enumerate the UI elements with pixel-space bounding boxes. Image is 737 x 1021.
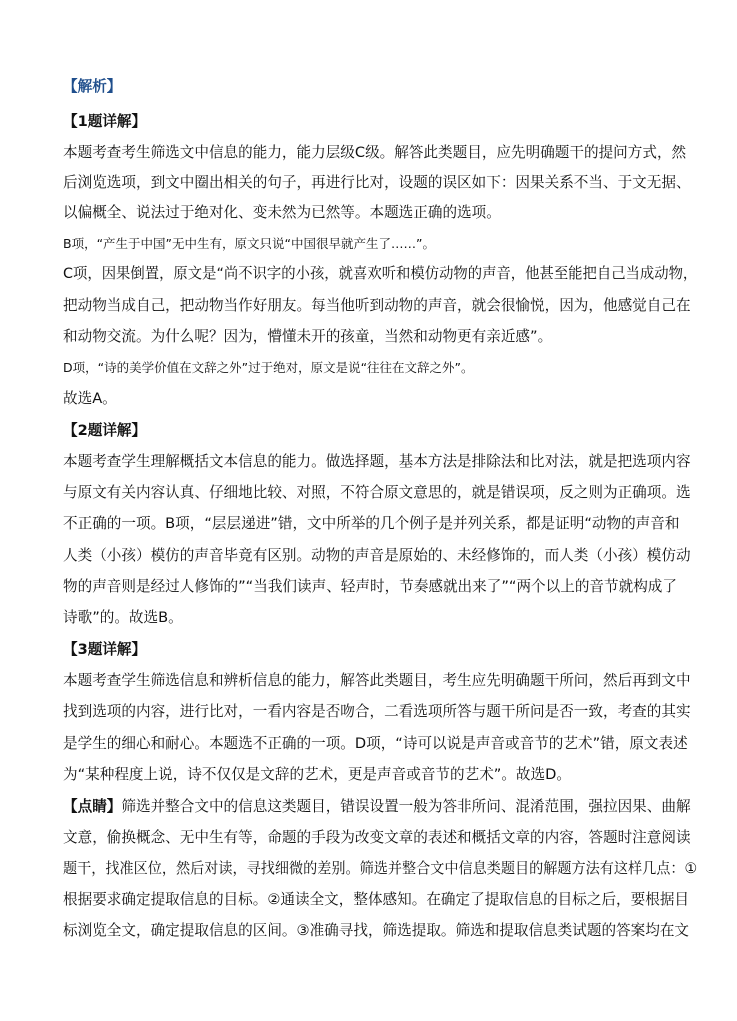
tip-line: 根据要求确定提取信息的目标。②通读全文，整体感知。在确定了提取信息的目标之后，要根据目 [63,891,690,908]
analysis-heading: 【解析】 [63,78,122,95]
tip-first-text: 筛选并整合文中的信息这类题目，错误设置一般为答非所问、混淆范围，强拉因果、曲解 [121,798,691,815]
q2-line: 本题考查学生理解概括文本信息的能力。做选择题，基本方法是排除法和比对法，就是把选项内容 [63,453,691,470]
tip-line: 标浏览全文，确定提取信息的区间。③准确寻找，筛选提取。筛选和提取信息类试题的答案均在文 [63,922,690,939]
q2-conclusion: 诗歌”的。故选B。 [63,609,183,626]
q3-line: 本题考查学生筛选信息和辨析信息的能力，解答此类题目，考生应先明确题干所问，然后再到文中 [63,672,691,689]
q1-line: C项，因果倒置，原文是“尚不识字的小孩，就喜欢听和模仿动物的声音，他甚至能把自己当成动物， [63,265,698,282]
q2-line: 与原文有关内容认真、仔细地比较、对照，不符合原文意思的，就是错误项，反之则为正确项。选 [63,484,691,501]
q1-line: D项，“诗的美学价值在文辞之外”过于绝对，原文是说“往往在文辞之外”。 [63,360,474,375]
q3-line: 是学生的细心和耐心。本题选不正确的一项。D项，“诗可以说是声音或音节的艺术”错，原文表述 [63,735,688,752]
tip-line: 题干，找准区位，然后对读，寻找细微的差别。筛选并整合文中信息类题目的解题方法有这样几点：① [63,860,698,877]
q2-line: 不正确的一项。B项，“层层递进”错，文中所举的几个例子是并列关系，都是证明“动物的声音和 [63,515,680,532]
q1-heading: 【1题详解】 [63,113,147,130]
tip-line: 文意，偷换概念、无中生有等，命题的手段为改变文章的表述和概括文章的内容，答题时注意阅读 [63,829,691,846]
q2-heading: 【2题详解】 [63,422,147,439]
q1-conclusion: 故选A。 [63,390,117,407]
tip-paragraph-first-line [63,797,691,817]
q1-line: B项，“产生于中国”无中生有，原文只说“中国很早就产生了……”。 [63,236,435,251]
q3-line: 为“某种程度上说，诗不仅仅是文辞的艺术，更是声音或音节的艺术”。故选D。 [63,766,571,783]
q1-line: 把动物当成自己，把动物当作好朋友。每当他听到动物的声音，就会很愉悦，因为，他感觉自己在 [63,297,691,314]
q1-line: 和动物交流。为什么呢？因为，懵懂未开的孩童，当然和动物更有亲近感”。 [63,328,553,345]
q3-heading: 【3题详解】 [63,641,147,658]
q1-line: 以偏概全、说法过于绝对化、变未然为已然等。本题选正确的选项。 [63,204,501,221]
tip-label: 【点睛】 [63,798,122,815]
q1-line: 本题考查考生筛选文中信息的能力，能力层级C级。解答此类题目，应先明确题干的提问方式，然 [63,144,687,161]
q2-line: 物的声音则是经过人修饰的”“当我们读声、轻声时，节奏感就出来了”“两个以上的音节就构成了 [63,578,677,595]
q2-line: 人类（小孩）模仿的声音毕竟有区别。动物的声音是原始的、未经修饰的，而人类（小孩）模仿动 [63,547,691,564]
q3-line: 找到选项的内容，进行比对，一看内容是否吻合，二看选项所答与题干所问是否一致，考查的其实 [63,703,691,720]
q1-line: 后浏览选项，到文中圈出相关的句子，再进行比对，设题的误区如下：因果关系不当、于文无据、 [63,174,691,191]
